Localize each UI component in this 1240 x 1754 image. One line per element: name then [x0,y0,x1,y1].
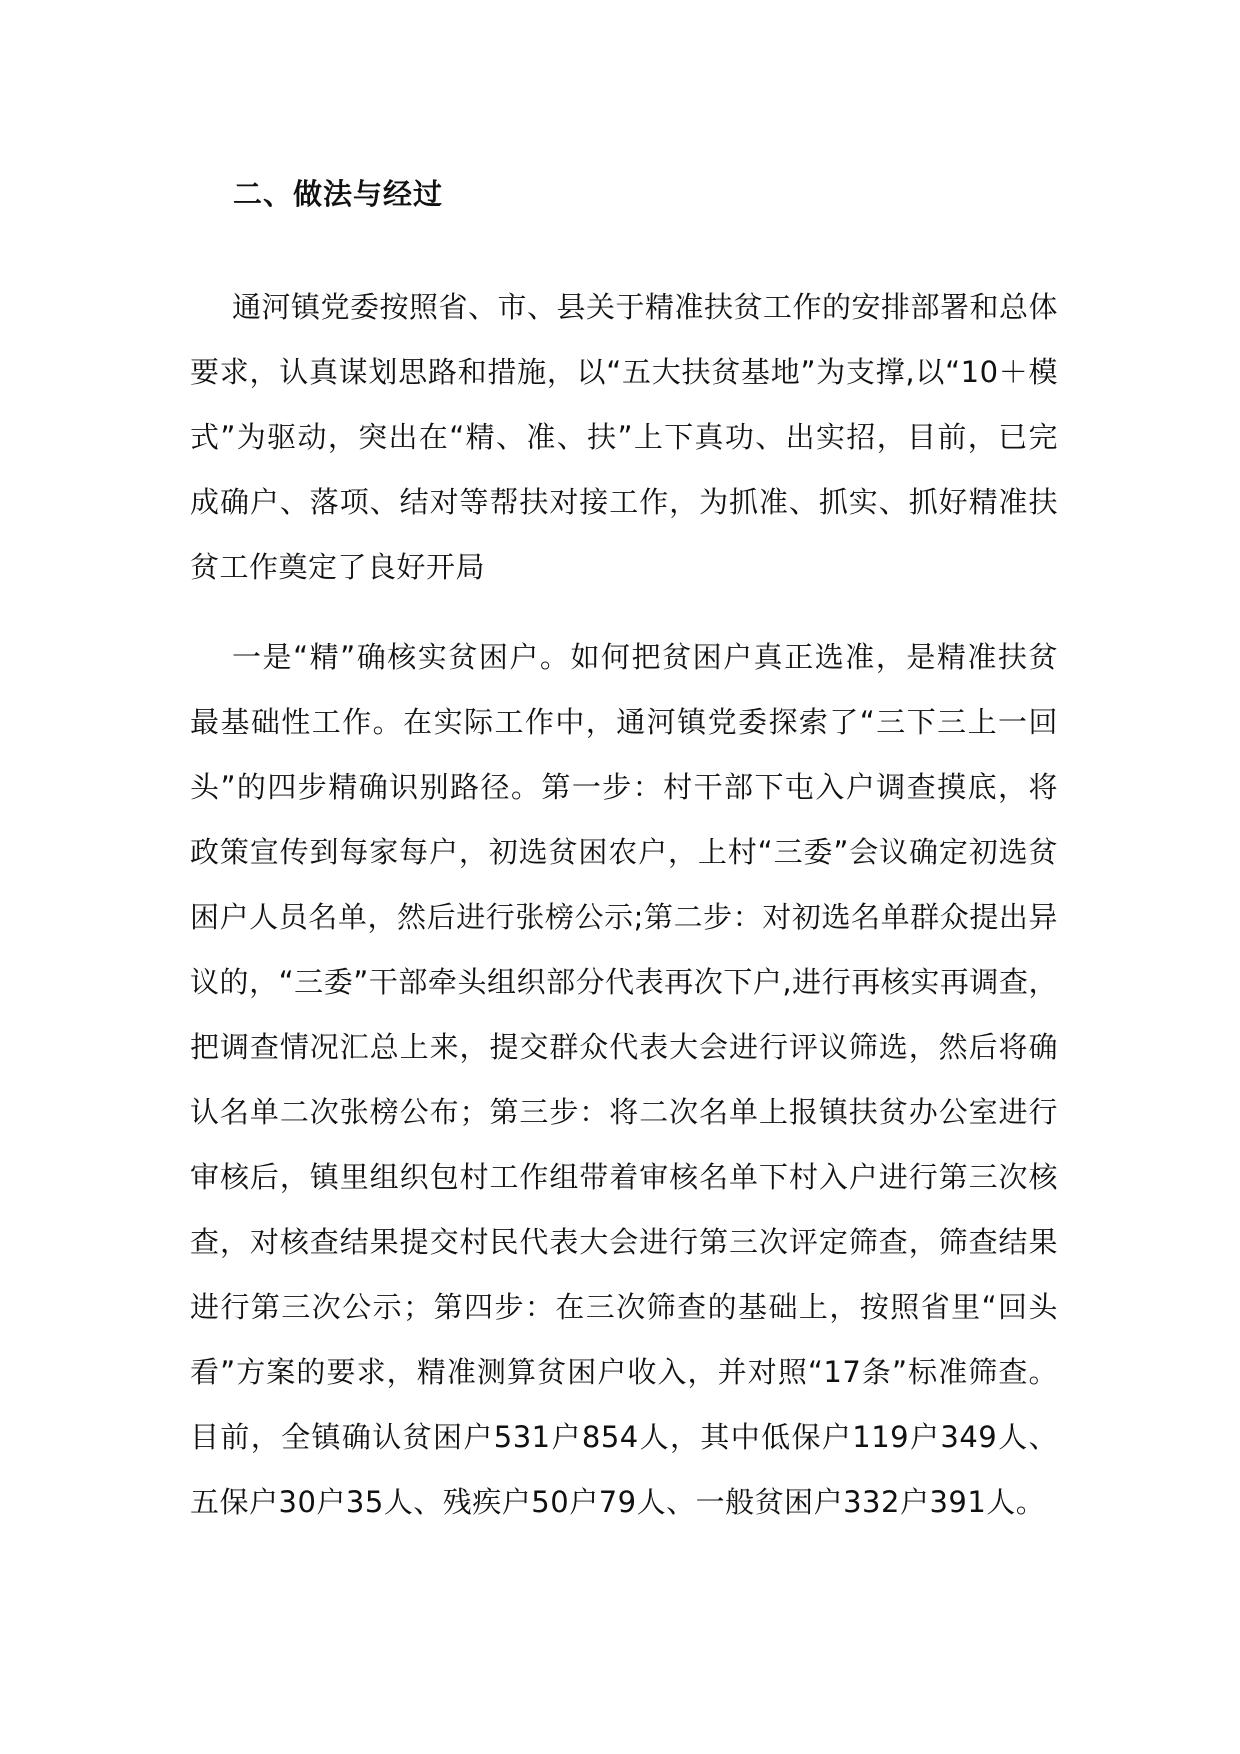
section-heading: 二、做法与经过 [233,177,444,211]
paragraph-intro: 通河镇党委按照省、市、县关于精准扶贫工作的安排部署和总体要求，认真谋划思路和措施，以“五大扶贫基地”为支撑,以“10＋模式”为驱动，突出在“精、准、扶”上下真功、出实招，目前，已完成确户、落项、结对等帮扶对接工作，为抓准、抓实、抓好精准扶贫工作奠定了良好开局 [190,290,1059,584]
paragraph-identification: 一是“精”确核实贫困户。如何把贫困户真正选准，是精准扶贫最基础性工作。在实际工作中，通河镇党委探索了“三下三上一回头”的四步精确识别路径。第一步：村干部下屯入户调查摸底，将政策宣传到每家每户，初选贫困农户，上村“三委”会议确定初选贫困户人员名单，然后进行张榜公示;第二步：对初选名单群众提出异议的，“三委”干部牵头组织部分代表再次下户,进行再核实再调查，把调查情况汇总上来，提交群众代表大会进行评议筛选，然后将确认名单二次张榜公布；第三步：将二次名单上报镇扶贫办公室进行审核后，镇里组织包村工作组带着审核名单下村入户进行第三次核查，对核查结果提交村民代表大会进行第三次评定筛查，筛查结果进行第三次公示；第四步：在三次筛查的基础上，按照省里“回头看”方案的要求，精准测算贫困户收入，并对照“17条”标准筛查。目前，全镇确认贫困户531户854人，其中低保户119户349人、五保户30户35人、残疾户50户79人、一般贫困户332户391人。 [190,640,1058,1519]
